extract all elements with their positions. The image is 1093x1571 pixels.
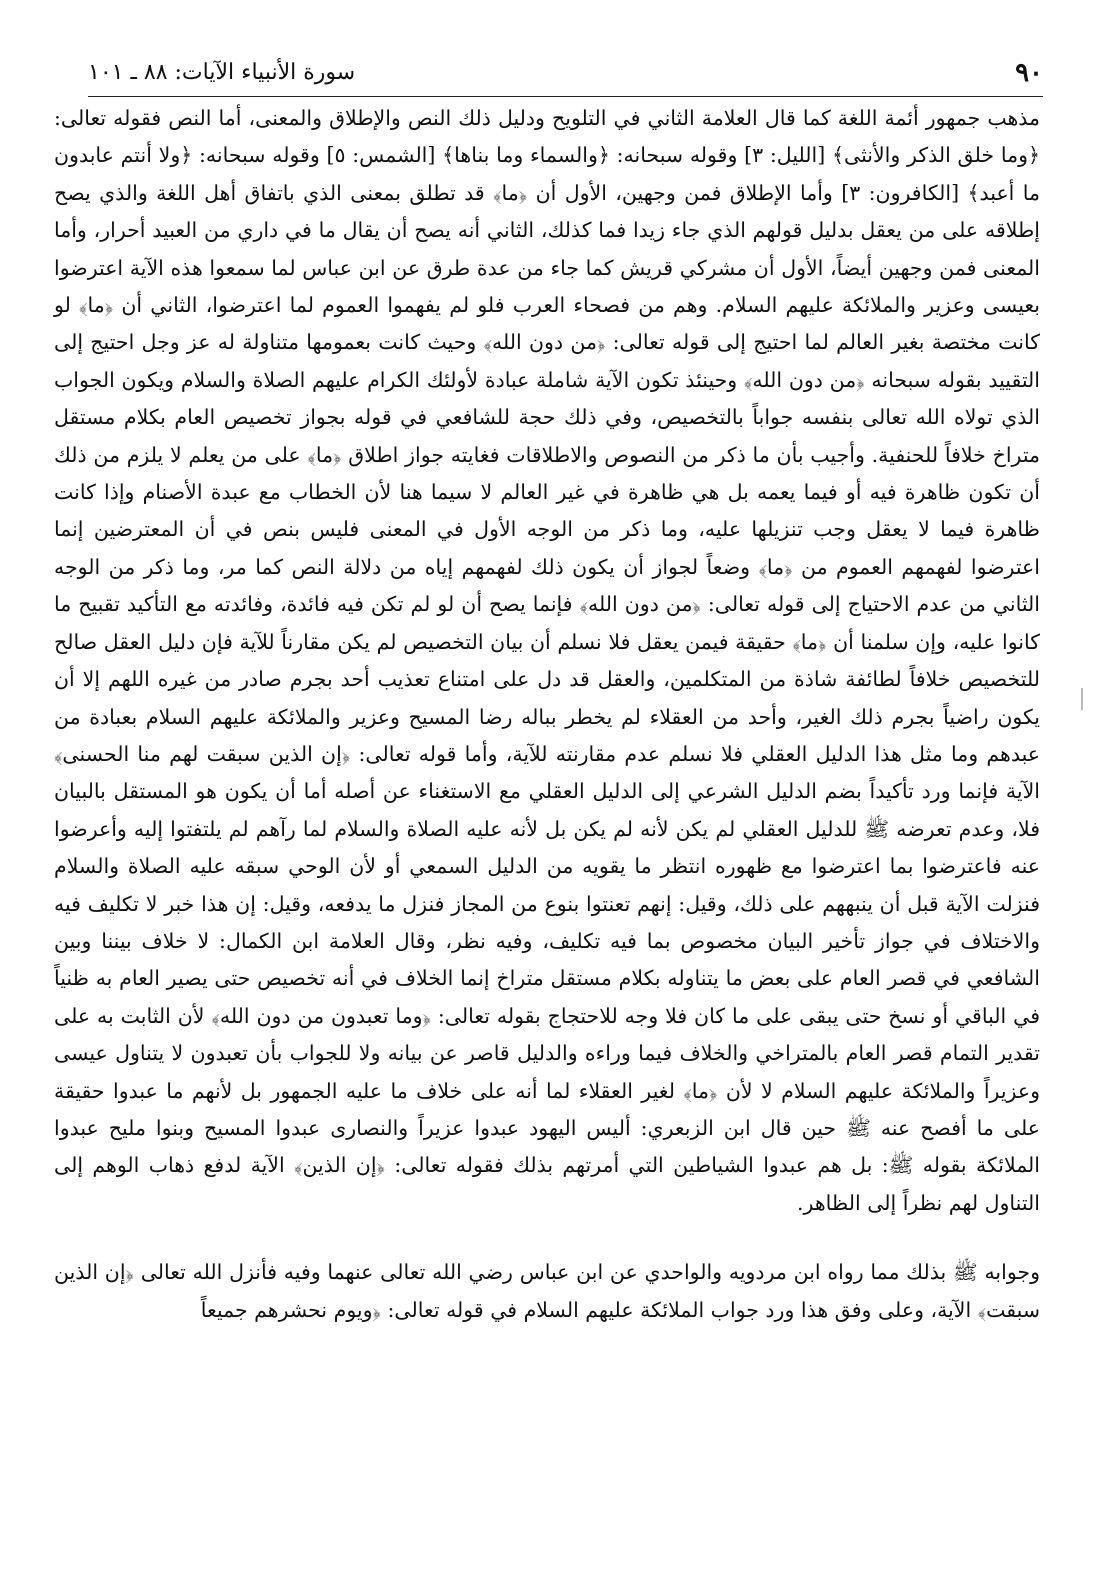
page-header (88, 56, 1043, 96)
running-title: سورة الأنبياء الآيات: ٨٨ ـ ١٠١ (88, 60, 356, 85)
main-text (54, 100, 1040, 1329)
scan-margin-mark (1081, 688, 1083, 710)
page-number: ٩٠ (1015, 58, 1043, 88)
header-rule (88, 96, 1043, 97)
paragraph-2: وجوابه ﷺ بذلك مما رواه ابن مردويه والواحدي عن ابن عباس رضي الله تعالى عنهما وفيه فأنزل الله تعالى ﴿إن الذين سبقت﴾ الآية، وعلى وفق هذا ورد جواب الملائكة عليهم السلام في قوله تعالى: ﴿ويوم نحشرهم جميعاً (54, 1260, 1040, 1322)
paragraph-1: مذهب جمهور أئمة اللغة كما قال العلامة الثاني في التلويح ودليل ذلك النص والإطلاق والمعنى، أما النص فقوله تعالى: ﴿وما خلق الذكر والأنثى﴾ [الليل: ٣] وقوله سبحانه: ﴿والسماء وما بناها﴾ [الشمس: ٥] وقوله سبحانه: ﴿ولا أنتم عابدون ما أعبد﴾ [الكافرون: ٣] وأما الإطلاق فمن وجهين، الأول أن ﴿ما﴾ قد تطلق بمعنى الذي باتفاق أهل اللغة والذي يصح إطلاقه على من يعقل بدليل قولهم الذي جاء زيدا فما كذلك، الثاني أنه يصح أن يقال ما في داري من العبيد أحرار، وأما المعنى فمن وجهين أيضاً، الأول أن مشركي قريش كما جاء من عدة طرق عن ابن عباس لما سمعوا هذه الآية اعترضوا بعيسى وعزير والملائكة عليهم السلام. وهم من فصحاء العرب فلو لم يفهموا العموم لما اعترضوا، الثاني أن ﴿ما﴾ لو كانت مختصة بغير العالم لما احتيج إلى قوله تعالى: ﴿من دون الله﴾ وحيث كانت بعمومها متناولة له عز وجل احتيج إلى التقييد بقوله سبحانه ﴿من دون الله﴾ وحينئذ تكون الآية شاملة عبادة لأولئك الكرام عليهم الصلاة والسلام ويكون الجواب الذي تولاه الله تعالى بنفسه جواباً بالتخصيص، وفي ذلك حجة للشافعي في قوله بجواز تخصيص العام بكلام مستقل متراخ خلافاً للحنفية. وأجيب بأن ما ذكر من النصوص والاطلاقات فغايته جواز اطلاق ﴿ما﴾ على من يعلم لا يلزم من ذلك أن تكون ظاهرة فيه أو فيما يعمه بل هي ظاهرة في غير العالم لا سيما هنا لأن الخطاب مع عبدة الأصنام وإذا كانت ظاهرة فيما لا يعقل وجب تنزيلها عليه، وما ذكر من الوجه الأول في المعنى فليس بنص في أن المعترضين إنما اعترضوا لفهمهم العموم من ﴿ما﴾ وضعاً لجواز أن يكون ذلك لفهمهم إياه من دلالة النص كما مر، وما ذكر من الوجه الثاني من عدم الاحتياج إلى قوله تعالى: ﴿من دون الله﴾ فإنما يصح أن لو لم تكن فيه فائدة، وفائدته مع التأكيد تقبيح ما كانوا عليه، وإن سلمنا أن ﴿ما﴾ حقيقة فيمن يعقل فلا نسلم أن بيان التخصيص لم يكن مقارناً للآية فإن دليل العقل صالح للتخصيص خلافاً لطائفة شاذة من المتكلمين، والعقل قد دل على امتناع تعذيب أحد بجرم صادر من غيره اللهم إلا أن يكون راضياً بجرم ذلك الغير، وأحد من العقلاء لم يخطر بباله رضا المسيح وعزير والملائكة عليهم السلام بعبادة من عبدهم وما مثل هذا الدليل العقلي فلا نسلم عدم مقارنته للآية، وأما قوله تعالى: ﴿إن الذين سبقت لهم منا الحسنى﴾ الآية فإنما ورد تأكيداً بضم الدليل الشرعي إلى الدليل العقلي مع الاستغناء عن أصله أما أن يكون هو المستقل بالبيان فلا، وعدم تعرضه ﷺ للدليل العقلي لم يكن لأنه لم يكن بل لأنه عليه الصلاة والسلام لما رآهم لم يلتفتوا إليه وأعرضوا عنه فاعترضوا بما اعترضوا مع ظهوره انتظر ما يقويه من الدليل السمعي أو لأن الوحي سبقه عليه الصلاة والسلام فنزلت الآية قبل أن ينبههم على ذلك، وقيل: إنهم تعنتوا بنوع من المجاز فنزل ما يدفعه، وقيل: إن هذا خبر لا تكليف فيه والاختلاف في جواز تأخير البيان مخصوص بما فيه تكليف، وفيه نظر، وقال العلامة ابن الكمال: لا خلاف بيننا وبين الشافعي في قصر العام على بعض ما يتناوله بكلام مستقل متراخ إنما الخلاف في أنه تخصيص حتى يصير العام به ظنياً في الباقي أو نسخ حتى يبقى على ما كان فلا وجه للاحتجاج بقوله تعالى: ﴿وما تعبدون من دون الله﴾ لأن الثابت به على تقدير التمام قصر العام بالمتراخي والخلاف فيما وراءه والدليل قاصر عن بيانه ولا للجواب بأن تعبدون لا يتناول عيسى وعزيراً والملائكة عليهم السلام لا لأن ﴿ما﴾ لغير العقلاء لما أنه على خلاف ما عليه الجمهور بل لأنهم ما عبدوا حقيقة على ما أفصح عنه ﷺ حين قال ابن الزبعري: أليس اليهود عبدوا عزيراً والنصارى عبدوا المسيح وبنوا مليح عبدوا الملائكة بقوله ﷺ: بل هم عبدوا الشياطين التي أمرتهم بذلك فقوله تعالى: ﴿إن الذين﴾ الآية لدفع ذهاب الوهم إلى التناول لهم نظراً إلى الظاهر. (54, 106, 1040, 1215)
